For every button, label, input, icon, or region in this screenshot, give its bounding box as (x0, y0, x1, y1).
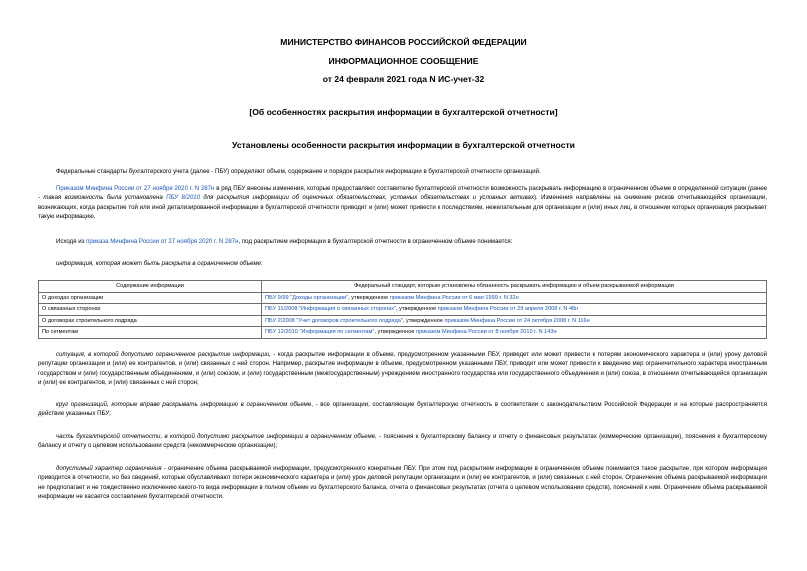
paragraph-changes-text-a: в ряд ПБУ внесены изменения, которые предоставляют составителю бухгалтерской отчетности возможность раскрывать информацию в ограниченном объеме в определенной ситуации ( (214, 185, 751, 192)
document-date: от 24 февраля 2021 года N ИС-учет-32 (322, 74, 485, 84)
paragraph-basis-text-a: Исходя из (56, 238, 87, 245)
order-287n-link-2[interactable]: приказа Минфина России от 27 ноября 2020 г. N 287н (86, 238, 239, 245)
document-subject: [Об особенностях раскрытия информации в бухгалтерской отчетности] (249, 107, 558, 117)
standard-link[interactable]: ПБУ 9/99 "Доходы организации" (265, 294, 349, 301)
table-cell-standard (262, 315, 767, 327)
organizations-text: , - все организации, составляющие бухгалтерскую отчетность в соответствии с законодательством Российской Федерации и на которые распространяется действие указанных ПБУ; (38, 401, 767, 418)
table-header-standard: Федеральный стандарт, которым установлены обязанность раскрывать информацию и объем раскрываемой информации (262, 281, 767, 293)
table-cell-topic: По сегментам (39, 327, 262, 339)
paragraph-restriction (38, 464, 767, 501)
standard-link[interactable]: ПБУ 11/2008 "Информация о связанных сторонах" (265, 306, 397, 313)
table-cell-topic: О договорах строительного подряда (39, 315, 262, 327)
organizations-label: круг организаций, которые вправе раскрывать информацию в ограниченном объеме (56, 401, 312, 408)
paragraph-changes-italic-b: для раскрытия информации об оценочных обязательствах, условных обязательствах и условных активах (200, 194, 534, 202)
order-287n-link[interactable]: Приказом Минфина России от 27 ноября 2020 г. N 287н (56, 185, 215, 192)
standard-mid-text: , утвержденное (348, 294, 390, 301)
paragraph-changes (38, 184, 767, 221)
paragraph-report-part (38, 432, 767, 451)
standards-table (38, 280, 767, 339)
table-row (39, 304, 767, 316)
order-link[interactable]: приказом Минфина России от 8 ноября 2010 г. N 143н (416, 329, 557, 336)
paragraph-basis (38, 237, 767, 246)
limited-info-label: информация, которая может быть раскрыта в ограниченном объеме: (56, 260, 263, 267)
situation-label: ситуация, в которой допустимо ограниченное раскрытие информации, (56, 351, 271, 358)
restriction-label: допустимый характер ограничения (56, 465, 162, 472)
table-cell-topic: О доходах организации (39, 292, 262, 304)
paragraph-organizations (38, 400, 767, 419)
standard-link[interactable]: ПБУ 2/2008 "Учет договоров строительного подряда" (265, 317, 403, 324)
situation-text: - когда раскрытие информации в объеме, предусмотренном указанными ПБУ, приведет или может привести к потерям экономического характера и (или) урону деловой репутации организации и (или) ее контрагентов, и (или) связанных с ней сторон. Например, раскрытие информации в объеме, предусмотренном указанными ПБУ, приводит или может привести к введению мер ограничительного характера иностранным государством и (или) государственным объединением, и (или) союзом, и (или) государственным (межгосударственным) учреждением иностранного государства или государственного объединения и (или) союза, в отношении отчитывающейся организации и (или) ее контрагентов, и (или) связанных с ней сторон; (38, 351, 768, 386)
paragraph-situation (38, 350, 767, 387)
document-headline: Установлены особенности раскрытия информации в бухгалтерской отчетности (232, 140, 575, 150)
ministry-title: МИНИСТЕРСТВО ФИНАНСОВ РОССИЙСКОЙ ФЕДЕРАЦИИ (280, 37, 527, 47)
table-row (39, 292, 767, 304)
paragraph-limited-info (38, 259, 767, 268)
paragraph-intro: Федеральные стандарты бухгалтерского учета (далее - ПБУ) определяют объем, содержание и порядок раскрытия информации в бухгалтерской отчетности организаций. (56, 168, 541, 175)
standard-mid-text: , утвержденное (374, 329, 417, 336)
paragraph-changes-italic-a: ранее - такая возможность была установлена (38, 185, 768, 202)
paragraph-basis-text-b: , под раскрытием информации в бухгалтерской отчетности в ограниченном объеме понимается: (238, 238, 513, 245)
restriction-text: - ограничение объема раскрываемой информации, предусмотренного конкретным ПБУ. При этом под раскрытием информации в ограниченном объеме понимается такое раскрытие, при котором информация приводится в отчетности, но без сведений, которые обуславливают потери экономического характера и (или) урон деловой репутации организации и (или) ее контрагентов, и (или) связанных с ней сторон. Ограничение объема раскрываемой информации не предполагает и не тождественно исключению какого-то вида информации в полном объеме из бухгалтерского баланса, отчета о финансовых результатах (отчета о целевом использовании средств), пояснений к ним. Ограничение объема раскрываемой информации не касается составления бухгалтерской отчетности. (38, 465, 767, 500)
standard-mid-text: , утвержденное (396, 306, 438, 313)
table-row (39, 327, 767, 339)
standard-link[interactable]: ПБУ 12/2010 "Информация по сегментам" (265, 329, 375, 336)
pbu-8-2010-link[interactable]: ПБУ 8/2010 (166, 194, 201, 202)
table-row (39, 315, 767, 327)
table-header-topic: Содержание информации (39, 281, 262, 293)
paragraph-changes-text-b: ). Изменения направлены на снижение рисков отчитывающейся организации, возникающих, когда раскрытие той или иной детализированной информации в бухгалтерской отчетности приводит и (или) может привести к последствиям, нежелательным для организации и (или) иных лиц, в отношении которых организация раскрывает такую информацию. (38, 194, 768, 220)
table-cell-standard (262, 304, 767, 316)
order-link[interactable]: приказом Минфина России от 6 мая 1999 г. N 32н (389, 294, 519, 301)
table-header-row (39, 281, 767, 293)
order-link[interactable]: приказом Минфина России от 24 октября 2008 г. N 116н (444, 317, 590, 324)
report-part-text: - пояснения к бухгалтерскому балансу и отчету о финансовых результатах (коммерческие организации), пояснения к бухгалтерскому балансу и отчету о целевом использовании средств (некоммерческие организации); (38, 433, 767, 450)
table-cell-standard (262, 327, 767, 339)
report-part-label: часть бухгалтерской отчетности, в которой допустимо раскрытие информации в ограниченном объеме, (56, 433, 377, 440)
table-cell-topic: О связанных сторонах (39, 304, 262, 316)
standard-mid-text: , утвержденное (402, 317, 445, 324)
table-cell-standard (262, 292, 767, 304)
document-type: ИНФОРМАЦИОННОЕ СООБЩЕНИЕ (328, 56, 479, 66)
order-link[interactable]: приказом Минфина России от 29 апреля 2008 г. N 48н (437, 306, 579, 313)
